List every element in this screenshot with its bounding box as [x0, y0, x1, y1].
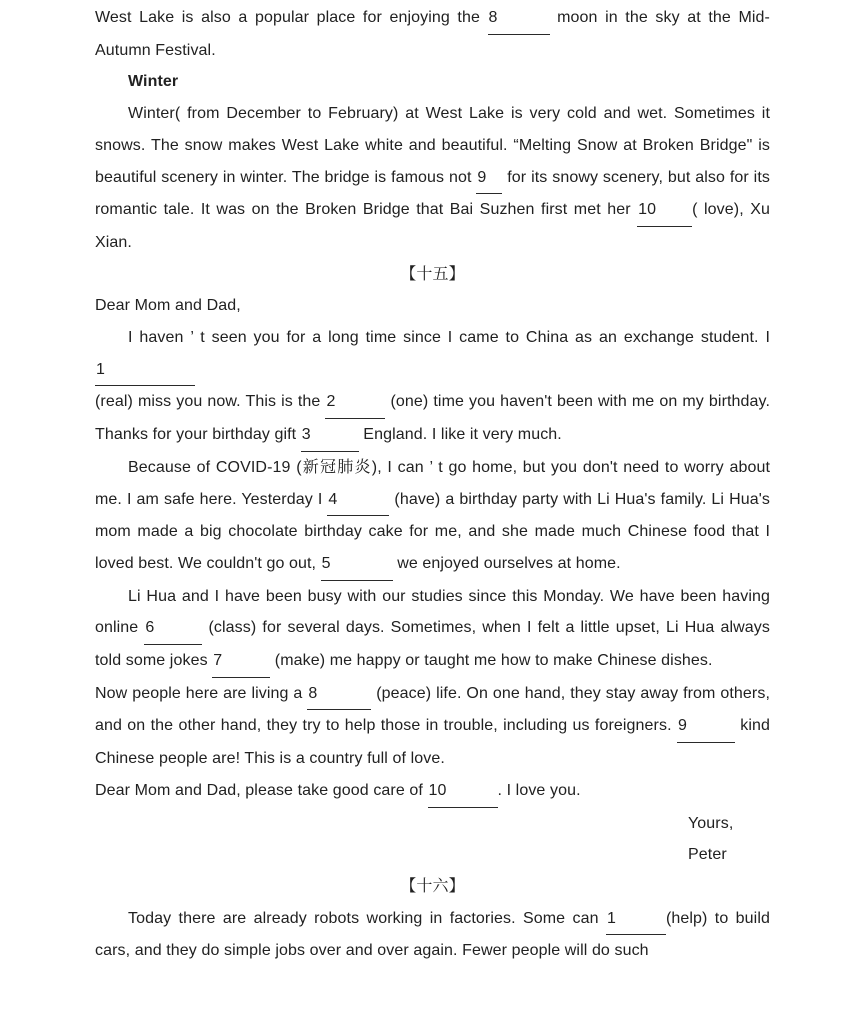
fill-blank-8: 8: [307, 678, 371, 711]
fill-blank-9: 9: [677, 710, 735, 743]
fill-blank-1: 1: [95, 354, 195, 387]
paragraph: I haven ’ t seen you for a long time since I came to China as an exchange student. I 1: [95, 322, 770, 386]
fill-blank-10: 10: [637, 194, 692, 227]
fill-blank-10: 10: [428, 775, 498, 808]
paragraph: Dear Mom and Dad, please take good care of 10 . I love you.: [95, 775, 770, 808]
paragraph: (real) miss you now. This is the 2 (one) time you haven't been with me on my birthday. Thanks for your birthday gift 3 England. I like it very much.: [95, 386, 770, 451]
season-heading: Winter: [128, 73, 179, 91]
fill-blank-2: 2: [325, 386, 385, 419]
section-marker: 【十六】: [400, 877, 465, 895]
paragraph: Dear Mom and Dad,: [95, 297, 241, 315]
paragraph: Now people here are living a 8 (peace) life. On one hand, they stay away from others, and on the other hand, they try to help those in trouble, including us foreigners. 9 kind Chinese people are! This is a country full of love.: [95, 678, 770, 775]
fill-blank-8: 8: [488, 2, 550, 35]
paragraph: Winter( from December to February) at West Lake is very cold and wet. Sometimes it snows. The snow makes West Lake white and beautiful. “Melting Snow at Broken Bridge" is beautiful scenery in winter. The bridge is famous not 9 for its snowy scenery, but also for its romantic tale. It was on the Broken Bridge that Bai Suzhen first met her 10 ( love), Xu Xian.: [95, 105, 770, 251]
paragraph: Because of COVID-19 (新冠肺炎), I can ’ t go home, but you don't need to worry about me. I am safe here. Yesterday I 4 (have) a birthday party with Li Hua's family. Li Hua's mom made a big chocolate birthday cake for me, and she made much Chinese food that I loved best. We couldn't go out, 5 we enjoyed ourselves at home.: [95, 452, 770, 581]
section-marker: 【十五】: [400, 265, 465, 283]
fill-blank-5: 5: [321, 548, 393, 581]
paragraph: Li Hua and I have been busy with our studies since this Monday. We have been having online 6 (class) for several days. Sometimes, when I felt a little upset, Li Hua always told some jokes 7 (make) me happy or taught me how to make Chinese dishes.: [95, 581, 770, 678]
signature-line: Peter: [688, 846, 727, 864]
fill-blank-9: 9: [476, 162, 502, 195]
fill-blank-3: 3: [301, 419, 359, 452]
fill-blank-1: 1: [606, 903, 666, 936]
fill-blank-7: 7: [212, 645, 270, 678]
fill-blank-4: 4: [327, 484, 389, 517]
paragraph: Today there are already robots working in factories. Some can 1 (help) to build cars, and they do simple jobs over and over again. Fewer people will do such: [95, 903, 770, 967]
fill-blank-6: 6: [144, 612, 202, 645]
signature-line: Yours,: [688, 814, 734, 832]
paragraph: West Lake is also a popular place for enjoying the 8 moon in the sky at the Mid-Autumn Festival.: [95, 2, 770, 66]
